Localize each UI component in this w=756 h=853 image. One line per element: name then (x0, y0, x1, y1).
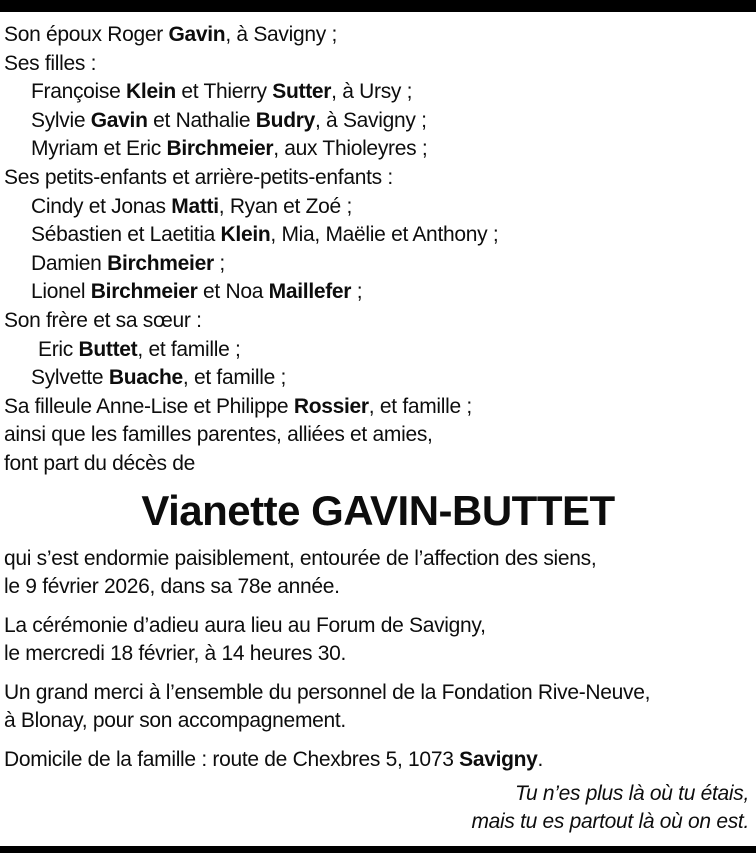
notice-paragraph (4, 545, 752, 602)
family-line: Cindy et Jonas Matti, Ryan et Zoé ; (31, 194, 352, 218)
closing-quote (4, 780, 752, 837)
family-line: Ses petits-enfants et arrière-petits-enfants : (4, 165, 393, 189)
top-border-rule (0, 0, 756, 12)
family-line: Sébastien et Laetitia Klein, Mia, Maëlie et Anthony ; (31, 223, 499, 247)
family-line: Françoise Klein et Thierry Sutter, à Ursy ; (31, 80, 413, 104)
quote-line: Tu n’es plus là où tu étais, (514, 781, 749, 805)
family-line: Son époux Roger Gavin, à Savigny ; (4, 23, 338, 46)
family-line: Son frère et sa sœur : (4, 308, 202, 332)
deceased-name: Vianette GAVIN-BUTTET (141, 486, 615, 534)
paragraph-line: le 9 février 2026, dans sa 78e année. (4, 575, 340, 599)
family-line: Damien Birchmeier ; (31, 251, 225, 275)
family-line: Sylvette Buache, et famille ; (31, 366, 287, 390)
quote-line: mais tu es partout là où on est. (471, 810, 749, 834)
family-line: Myriam et Eric Birchmeier, aux Thioleyres ; (31, 137, 428, 161)
paragraph-line: Domicile de la famille : route de Chexbres 5, 1073 Savigny. (4, 748, 544, 772)
family-line: Lionel Birchmeier et Noa Maillefer ; (31, 280, 363, 304)
notice-content (0, 12, 756, 846)
notice-paragraph (4, 679, 752, 736)
family-line: Ses filles : (4, 51, 97, 75)
bottom-border-rule (0, 846, 756, 853)
family-line: ainsi que les familles parentes, alliées et amies, (4, 423, 433, 447)
family-line: Sylvie Gavin et Nathalie Budry, à Savigny ; (31, 108, 427, 132)
family-line: Eric Buttet, et famille ; (38, 337, 241, 361)
notice-paragraphs (4, 545, 752, 775)
notice-paragraph (4, 612, 752, 669)
family-line: font part du décès de (4, 451, 196, 475)
family-list (4, 21, 752, 479)
paragraph-line: La cérémonie d’adieu aura lieu au Forum de Savigny, (4, 613, 486, 637)
paragraph-line: le mercredi 18 février, à 14 heures 30. (4, 642, 346, 666)
paragraph-line: à Blonay, pour son accompagnement. (4, 709, 346, 733)
paragraph-line: Un grand merci à l’ensemble du personnel de la Fondation Rive-Neuve, (4, 680, 651, 704)
family-line: Sa filleule Anne-Lise et Philippe Rossier, et famille ; (4, 394, 472, 418)
notice-paragraph (4, 746, 752, 775)
paragraph-line: qui s’est endormie paisiblement, entourée de l’affection des siens, (4, 546, 597, 570)
